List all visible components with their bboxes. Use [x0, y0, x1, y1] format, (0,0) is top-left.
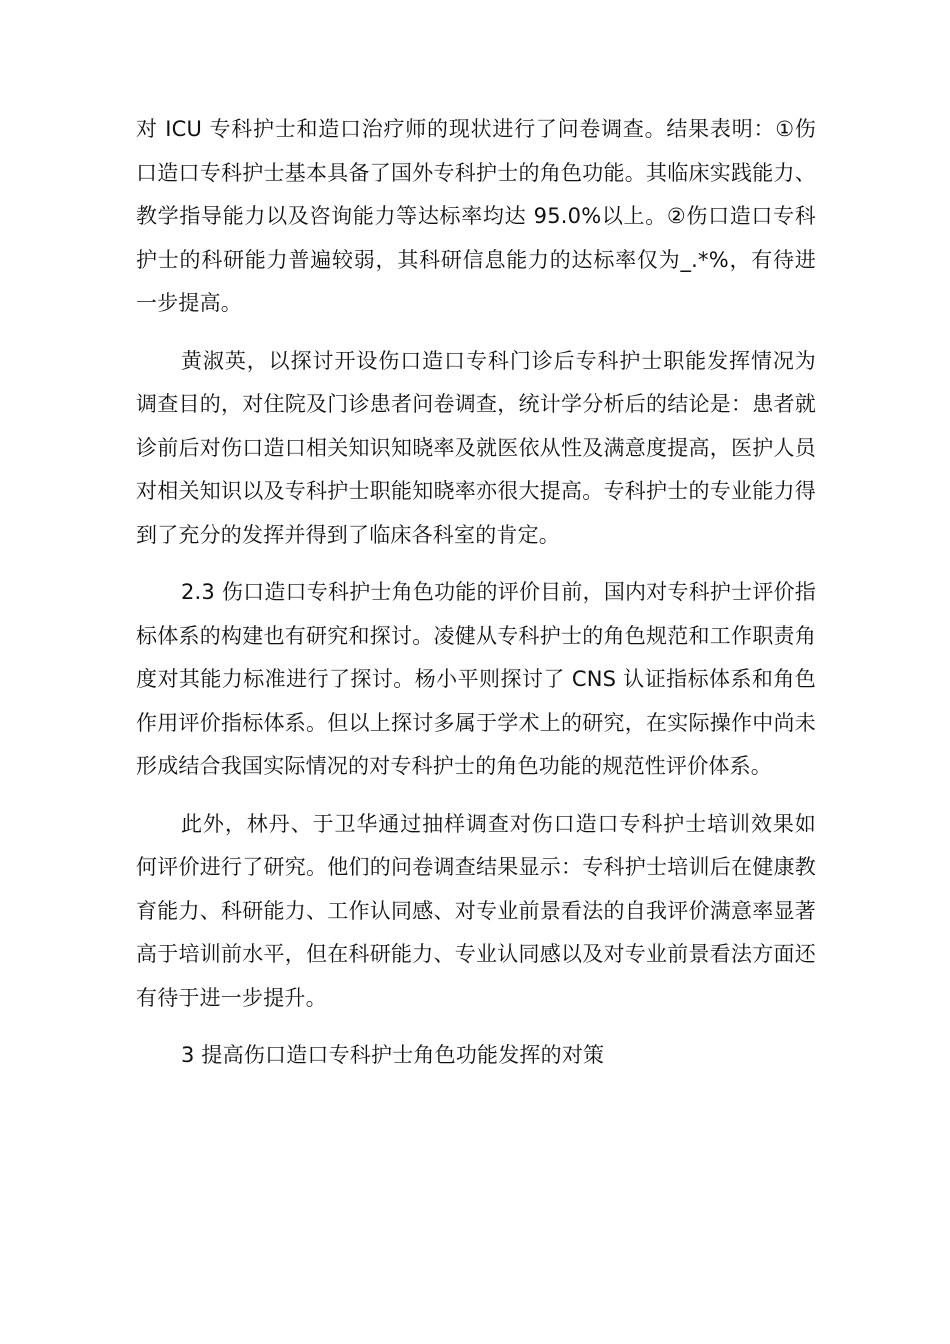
paragraph-intro-continuation: 对 ICU 专科护士和造口治疗师的现状进行了问卷调查。结果表明：①伤口造口专科护士基本具备了国外专科护士的角色功能。其临床实践能力、教学指导能力以及咨询能力等达标率均达 95.0%以上。②伤口造口专科护士的科研能力普遍较弱，其科研信息能力的达标率仅为_.*%，有待进一步提高。: [136, 117, 816, 315]
paragraph-lin-study: 此外，林丹、于卫华通过抽样调查对伤口造口专科护士培训效果如何评价进行了研究。他们的问卷调查结果显示：专科护士培训后在健康教育能力、科研能力、工作认同感、对专业前景看法的自我评价满意率显著高于培训前水平，但在科研能力、专业认同感以及对专业前景看法方面还有待于进一步提升。: [136, 811, 816, 1010]
paragraph-section-2-3: 2.3 伤口造口专科护士角色功能的评价目前，国内对专科护士评价指标体系的构建也有研究和探讨。凌健从专科护士的角色规范和工作职责角度对其能力标准进行了探讨。杨小平则探讨了 CNS 认证指标体系和角色作用评价指标体系。但以上探讨多属于学术上的研究，在实际操作中尚未形成结合我国实际情况的对专科护士的角色功能的规范性评价体系。: [136, 580, 816, 778]
section-heading-3: 3 提高伤口造口专科护士角色功能发挥的对策: [181, 1043, 605, 1067]
document-body: [136, 108, 816, 1092]
paragraph-huang-study: 黄淑英，以探讨开设伤口造口专科门诊后专科护士职能发挥情况为调查目的，对住院及门诊患者问卷调查，统计学分析后的结论是：患者就诊前后对伤口造口相关知识知晓率及就医依从性及满意度提高，医护人员对相关知识以及专科护士职能知晓率亦很大提高。专科护士的专业能力得到了充分的发挥并得到了临床各科室的肯定。: [136, 348, 816, 547]
